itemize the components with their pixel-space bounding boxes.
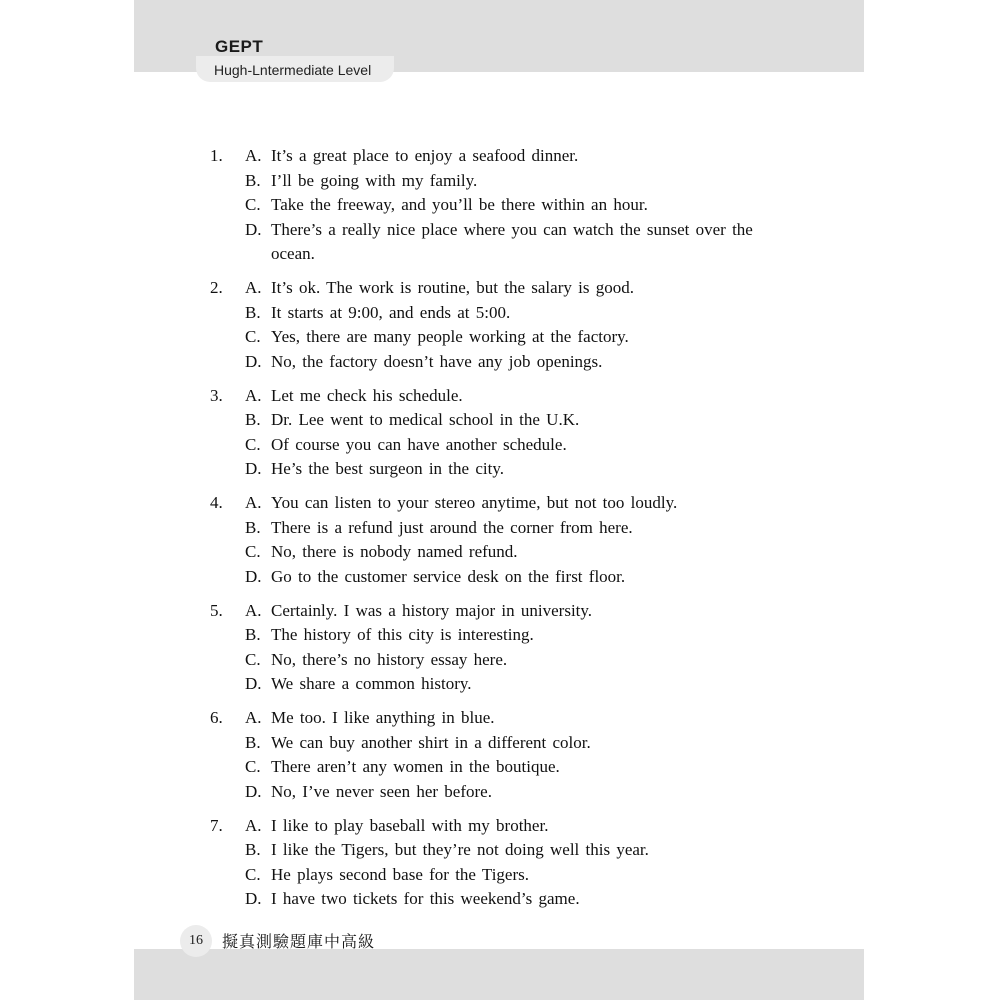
option-b: [245, 838, 770, 863]
question-4: [210, 491, 770, 589]
option-text: The history of this city is interesting.: [271, 625, 534, 644]
option-list: [245, 599, 770, 697]
option-text: Take the freeway, and you’ll be there within an hour.: [271, 195, 648, 214]
footer-band: [134, 949, 864, 1000]
option-letter: B.: [245, 732, 261, 752]
option-letter: B.: [245, 517, 261, 537]
question-number: 4.: [210, 493, 223, 512]
option-text: Yes, there are many people working at the factory.: [271, 327, 629, 346]
option-text: He plays second base for the Tigers.: [271, 864, 529, 884]
option-text: It’s a great place to enjoy a seafood dinner.: [271, 146, 579, 165]
option-letter: C.: [245, 542, 261, 561]
page-number: 16: [180, 925, 212, 957]
option-c: [245, 863, 770, 888]
question-number: 5.: [210, 600, 223, 620]
option-letter: C.: [245, 434, 261, 454]
option-text: There is a refund just around the corner from here.: [271, 517, 633, 537]
question-list: [210, 144, 770, 921]
option-text: Dr. Lee went to medical school in the U.K.: [271, 410, 580, 429]
book-title: 擬真測驗題庫中高級: [222, 932, 376, 951]
option-text: It’s ok. The work is routine, but the salary is good.: [271, 278, 634, 297]
option-letter: D.: [245, 674, 262, 693]
option-text: I like the Tigers, but they’re not doing well this year.: [271, 840, 649, 859]
option-letter: A.: [245, 815, 262, 835]
option-letter: D.: [245, 889, 262, 908]
option-letter: D.: [245, 351, 262, 371]
option-letter: D.: [245, 219, 262, 239]
option-text: Go to the customer service desk on the first floor.: [271, 566, 626, 586]
option-text: Certainly. I was a history major in university.: [271, 600, 593, 620]
option-c: [245, 755, 770, 780]
option-text: No, there’s no history essay here.: [271, 649, 508, 669]
series-title: GEPT: [215, 37, 264, 56]
option-a: [245, 144, 770, 169]
series-subtitle: Hugh-Lntermediate Level: [214, 62, 372, 78]
option-list: [245, 384, 770, 482]
option-c: [245, 648, 770, 673]
question-number: 3.: [210, 385, 223, 405]
option-a: [245, 384, 770, 409]
option-text: Of course you can have another schedule.: [271, 434, 567, 454]
option-letter: B.: [245, 840, 261, 859]
option-a: [245, 599, 770, 624]
option-text: It starts at 9:00, and ends at 5:00.: [271, 302, 511, 322]
option-a: [245, 706, 770, 731]
option-text: No, I’ve never seen her before.: [271, 781, 492, 801]
option-letter: A.: [245, 385, 262, 405]
option-text: Let me check his schedule.: [271, 385, 463, 405]
option-b: [245, 408, 770, 433]
question-7: [210, 814, 770, 912]
option-list: [245, 706, 770, 804]
option-d: [245, 887, 770, 912]
option-text: There’s a really nice place where you can watch the sunset over the ocean.: [271, 219, 753, 263]
option-letter: B.: [245, 302, 261, 322]
option-b: [245, 731, 770, 756]
option-letter: C.: [245, 327, 261, 346]
option-text: I have two tickets for this weekend’s game.: [271, 889, 580, 908]
option-text: No, the factory doesn’t have any job openings.: [271, 351, 603, 371]
option-c: [245, 193, 770, 218]
question-6: [210, 706, 770, 804]
option-d: [245, 350, 770, 375]
option-text: I’ll be going with my family.: [271, 170, 478, 190]
question-1: [210, 144, 770, 267]
option-letter: C.: [245, 757, 261, 776]
option-list: [245, 144, 770, 267]
option-text: We share a common history.: [271, 674, 472, 693]
option-letter: A.: [245, 493, 262, 512]
option-list: [245, 276, 770, 374]
option-letter: A.: [245, 600, 262, 620]
option-list: [245, 491, 770, 589]
option-text: We can buy another shirt in a different color.: [271, 732, 591, 752]
option-c: [245, 540, 770, 565]
option-c: [245, 433, 770, 458]
option-letter: D.: [245, 781, 262, 801]
option-letter: A.: [245, 146, 262, 165]
option-d: [245, 780, 770, 805]
option-b: [245, 623, 770, 648]
option-letter: B.: [245, 410, 261, 429]
question-3: [210, 384, 770, 482]
option-text: There aren’t any women in the boutique.: [271, 757, 560, 776]
option-d: [245, 565, 770, 590]
option-text: You can listen to your stereo anytime, but not too loudly.: [271, 493, 678, 512]
option-letter: C.: [245, 195, 261, 214]
question-number: 7.: [210, 815, 223, 835]
question-2: [210, 276, 770, 374]
option-a: [245, 491, 770, 516]
option-list: [245, 814, 770, 912]
option-b: [245, 516, 770, 541]
option-letter: A.: [245, 708, 262, 727]
option-b: [245, 301, 770, 326]
option-text: He’s the best surgeon in the city.: [271, 459, 504, 478]
option-letter: C.: [245, 864, 261, 884]
option-b: [245, 169, 770, 194]
option-text: Me too. I like anything in blue.: [271, 708, 495, 727]
option-letter: A.: [245, 278, 262, 297]
question-5: [210, 599, 770, 697]
option-d: [245, 672, 770, 697]
option-letter: B.: [245, 170, 261, 190]
option-a: [245, 276, 770, 301]
option-d: [245, 457, 770, 482]
question-number: 6.: [210, 708, 223, 727]
question-number: 2.: [210, 278, 223, 297]
option-text: I like to play baseball with my brother.: [271, 815, 549, 835]
option-letter: D.: [245, 566, 262, 586]
option-c: [245, 325, 770, 350]
option-a: [245, 814, 770, 839]
option-text: No, there is nobody named refund.: [271, 542, 518, 561]
option-letter: D.: [245, 459, 262, 478]
option-letter: B.: [245, 625, 261, 644]
question-number: 1.: [210, 146, 223, 165]
option-d: [245, 218, 770, 267]
option-letter: C.: [245, 649, 261, 669]
